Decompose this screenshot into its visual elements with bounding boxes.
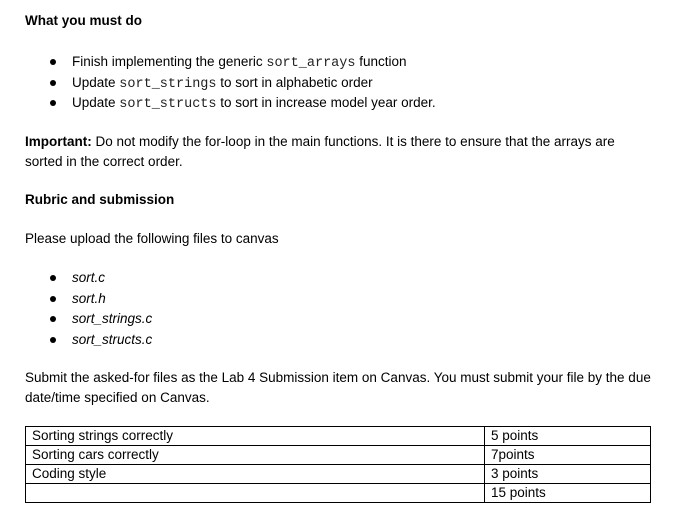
task-list: [0, 52, 436, 114]
task-text: Update: [72, 74, 120, 90]
important-text: Do not modify the for-loop in the main functions. It is there to ensure that the arrays are: [91, 134, 615, 149]
important-note: [25, 132, 615, 171]
task-item: [0, 73, 436, 94]
file-item: [0, 330, 152, 351]
table-row: [26, 484, 651, 503]
upload-instruction: Please upload the following files to canvas: [25, 231, 279, 246]
criterion-cell: Sorting strings correctly: [26, 427, 485, 446]
code-sort-arrays: sort_arrays: [266, 56, 356, 71]
file-name: sort.h: [72, 290, 106, 306]
code-sort-strings: sort_strings: [119, 76, 217, 92]
bullet-icon: [50, 316, 56, 322]
submit-text: Submit the asked-for files as the Lab 4 Submission item on Canvas. You must submit your file by the due: [25, 370, 651, 385]
file-list: [0, 268, 152, 350]
bullet-icon: [50, 275, 56, 281]
rubric-table: [25, 426, 651, 503]
file-item: [0, 309, 152, 330]
important-text-cont: sorted in the correct order.: [25, 153, 183, 169]
file-item: [0, 289, 152, 310]
submit-instruction: [25, 368, 651, 407]
task-item: [0, 52, 436, 73]
task-text: to sort in alphabetic order: [216, 74, 373, 90]
points-cell: 5 points: [485, 427, 651, 446]
total-points-cell: 15 points: [485, 484, 651, 503]
criterion-cell: [26, 484, 485, 503]
table-row: [26, 446, 651, 465]
task-text: to sort in increase model year order.: [216, 95, 436, 110]
submit-text-cont: date/time specified on Canvas.: [25, 389, 210, 405]
criterion-cell: Coding style: [26, 465, 485, 484]
important-label: Important:: [25, 134, 92, 149]
bullet-icon: [50, 59, 56, 65]
criterion-cell: Sorting cars correctly: [26, 446, 485, 465]
file-name: sort_structs.c: [72, 331, 153, 347]
file-name: sort.c: [72, 270, 106, 285]
bullet-icon: [50, 100, 56, 106]
task-text: Update: [72, 95, 120, 110]
points-cell: 3 points: [485, 465, 651, 484]
task-text: Finish implementing the generic: [72, 54, 267, 69]
what-you-must-do-heading: What you must do: [25, 13, 142, 28]
task-item: [0, 93, 436, 114]
code-sort-structs: sort_structs: [119, 97, 217, 112]
table-row: [26, 465, 651, 484]
rubric-submission-heading: Rubric and submission: [25, 192, 175, 207]
file-item: [0, 268, 152, 289]
file-name: sort_strings.c: [72, 311, 153, 326]
task-text: function: [355, 54, 407, 69]
bullet-icon: [50, 296, 56, 302]
table-row: [26, 427, 651, 446]
bullet-icon: [50, 80, 56, 86]
bullet-icon: [50, 337, 56, 343]
points-cell: 7points: [485, 446, 651, 465]
